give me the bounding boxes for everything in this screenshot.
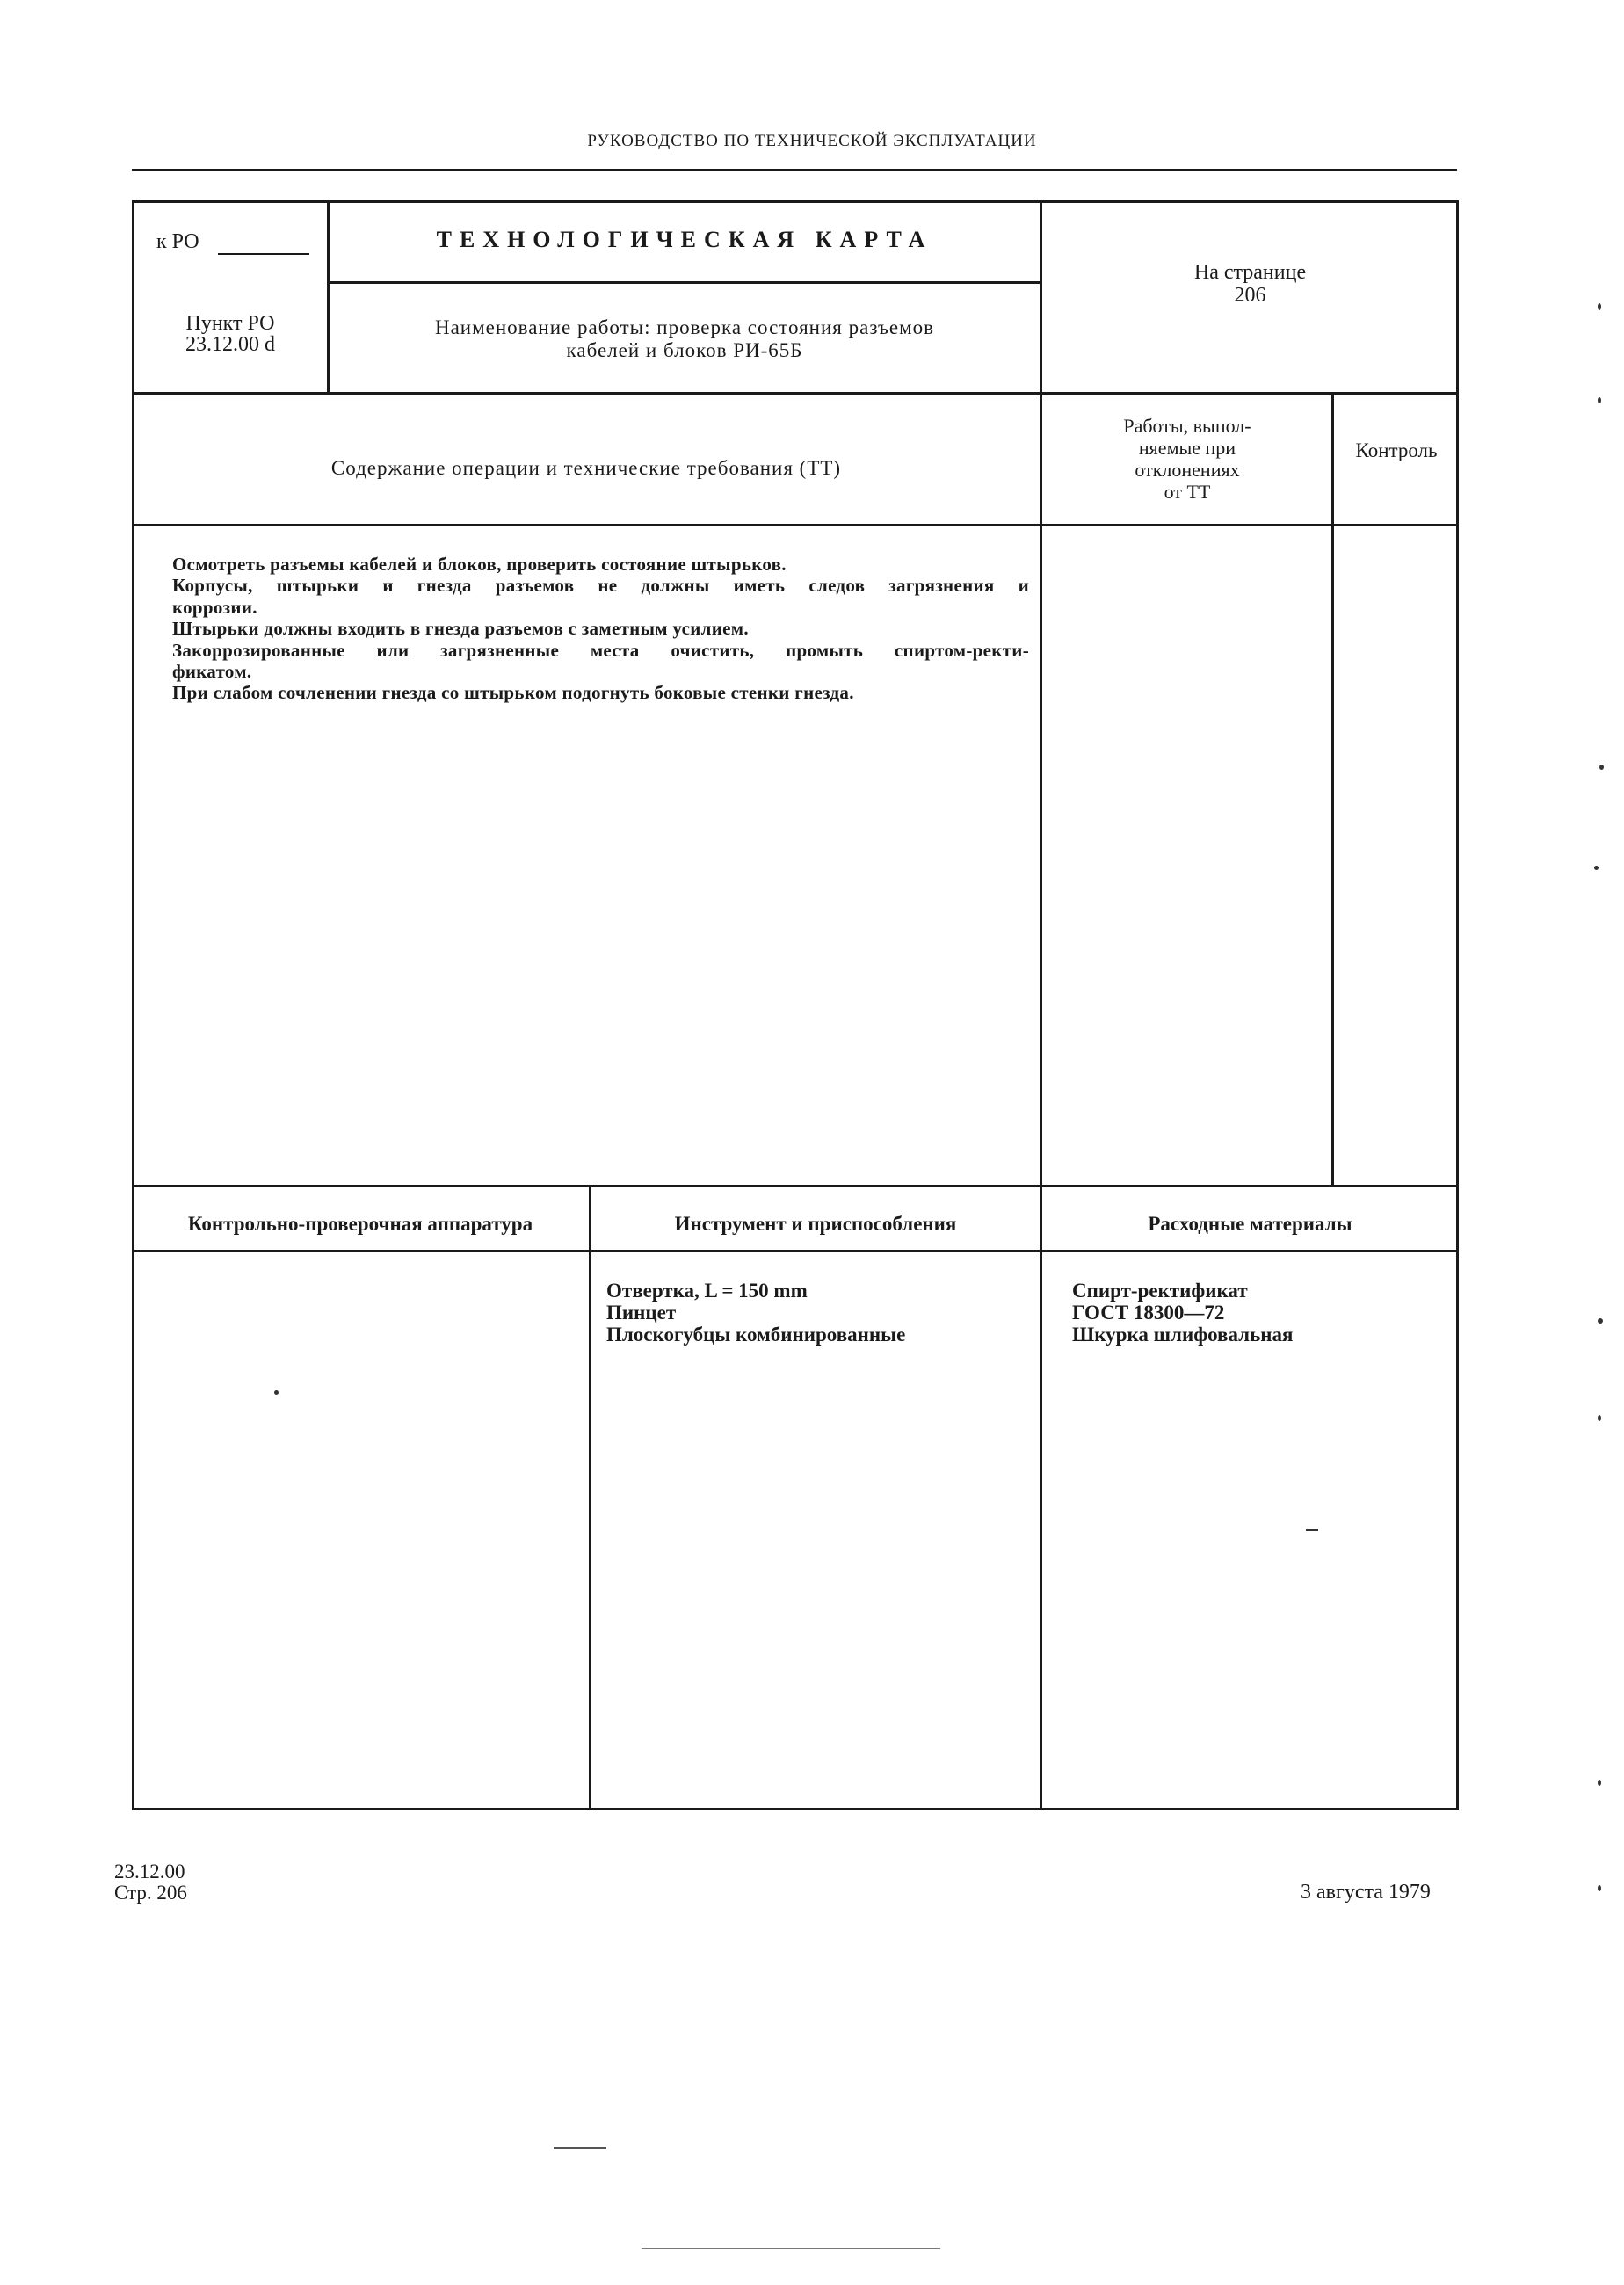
scan-speck: [1599, 765, 1604, 770]
scan-speck: [1598, 1318, 1603, 1324]
page-number: 206: [1234, 284, 1266, 307]
deviation-works-header-line: Работы, выпол-: [1123, 415, 1251, 437]
deviation-works-header: [1041, 415, 1333, 503]
page-label: На странице: [1193, 261, 1307, 284]
deviation-works-header-line: отклонениях: [1135, 459, 1240, 481]
operations-section-divider: [132, 1185, 1459, 1187]
punkt-label: Пункт РО: [185, 312, 275, 335]
tools-list: [606, 1280, 905, 1346]
content-column-header: Содержание операции и технические требования (ТТ): [330, 457, 842, 479]
header-divider: [132, 169, 1457, 171]
operation-line: Корпусы, штырьки и гнезда разъемов не должны иметь следов загрязнения и: [172, 575, 1029, 597]
list-item: Шкурка шлифовальная: [1072, 1324, 1294, 1346]
list-item: ГОСТ 18300—72: [1072, 1302, 1225, 1324]
work-name: [329, 316, 1040, 362]
footer-page: Стр. 206: [114, 1882, 187, 1904]
column-header-divider: [132, 524, 1459, 526]
operation-line: Закоррозированные или загрязненные места очистить, промыть спиртом-ректи-: [172, 639, 1029, 661]
materials-header: Расходные материалы: [1148, 1213, 1352, 1235]
page-reference: [1041, 261, 1459, 307]
list-item: Пинцет: [606, 1302, 677, 1324]
operations-text: [172, 554, 1029, 704]
work-name-line: кабелей и блоков РИ-65Б: [566, 339, 803, 361]
list-item: Спирт-ректификат: [1072, 1280, 1248, 1302]
bottom-header-divider: [132, 1250, 1459, 1252]
operation-line: Осмотреть разъемы кабелей и блоков, проверить состояние штырьков.: [172, 554, 787, 575]
list-item: Плоскогубцы комбинированные: [606, 1324, 906, 1346]
equipment-column-divider: [589, 1185, 591, 1810]
work-name-line: Наименование работы: проверка состояния разъемов: [434, 316, 935, 338]
deviation-works-header-line: няемые при: [1138, 437, 1236, 459]
control-column-header: Контроль: [1355, 439, 1438, 461]
scan-speck: [1594, 866, 1599, 870]
scan-speck: [1598, 397, 1601, 403]
tools-header: Инструмент и приспособления: [674, 1213, 957, 1235]
scan-speck: [1598, 1415, 1601, 1421]
document-header: РУКОВОДСТВО ПО ТЕХНИЧЕСКОЙ ЭКСПЛУАТАЦИИ: [587, 132, 1037, 150]
scan-speck: [1598, 303, 1601, 310]
title-row-divider: [327, 281, 1042, 284]
scan-speck: [1598, 1780, 1601, 1786]
materials-list: [1072, 1280, 1293, 1346]
equipment-header: Контрольно-проверочная аппаратура: [187, 1213, 533, 1235]
deviation-works-header-line: от ТТ: [1164, 481, 1211, 503]
operation-line: коррозии.: [172, 596, 257, 618]
operation-line: Штырьки должны входить в гнезда разъемов с заметным усилием.: [172, 618, 749, 640]
scan-speck: [1306, 1529, 1318, 1531]
list-item: Отвертка, L = 150 mm: [606, 1280, 808, 1302]
ref-blank-field: [218, 253, 309, 255]
operation-line: При слабом сочленении гнезда со штырьком подогнуть боковые стенки гнезда.: [172, 682, 854, 704]
footer-section-info: [114, 1861, 187, 1904]
scan-speck: [554, 2147, 606, 2149]
control-column-divider: [1331, 392, 1334, 1186]
punkt-number: 23.12.00 d: [185, 333, 275, 356]
scan-speck: [274, 1390, 279, 1395]
scan-speck: [1598, 1885, 1601, 1891]
ref-label: к РО: [156, 230, 199, 253]
footer-date: 3 августа 1979: [1301, 1881, 1431, 1904]
footer-section: 23.12.00: [114, 1861, 185, 1882]
punkt-reference: [132, 313, 329, 355]
scan-speck: [642, 2248, 940, 2249]
header-section-divider: [132, 392, 1459, 395]
card-title: ТЕХНОЛОГИЧЕСКАЯ КАРТА: [436, 227, 933, 252]
operation-line: фикатом.: [172, 661, 252, 683]
